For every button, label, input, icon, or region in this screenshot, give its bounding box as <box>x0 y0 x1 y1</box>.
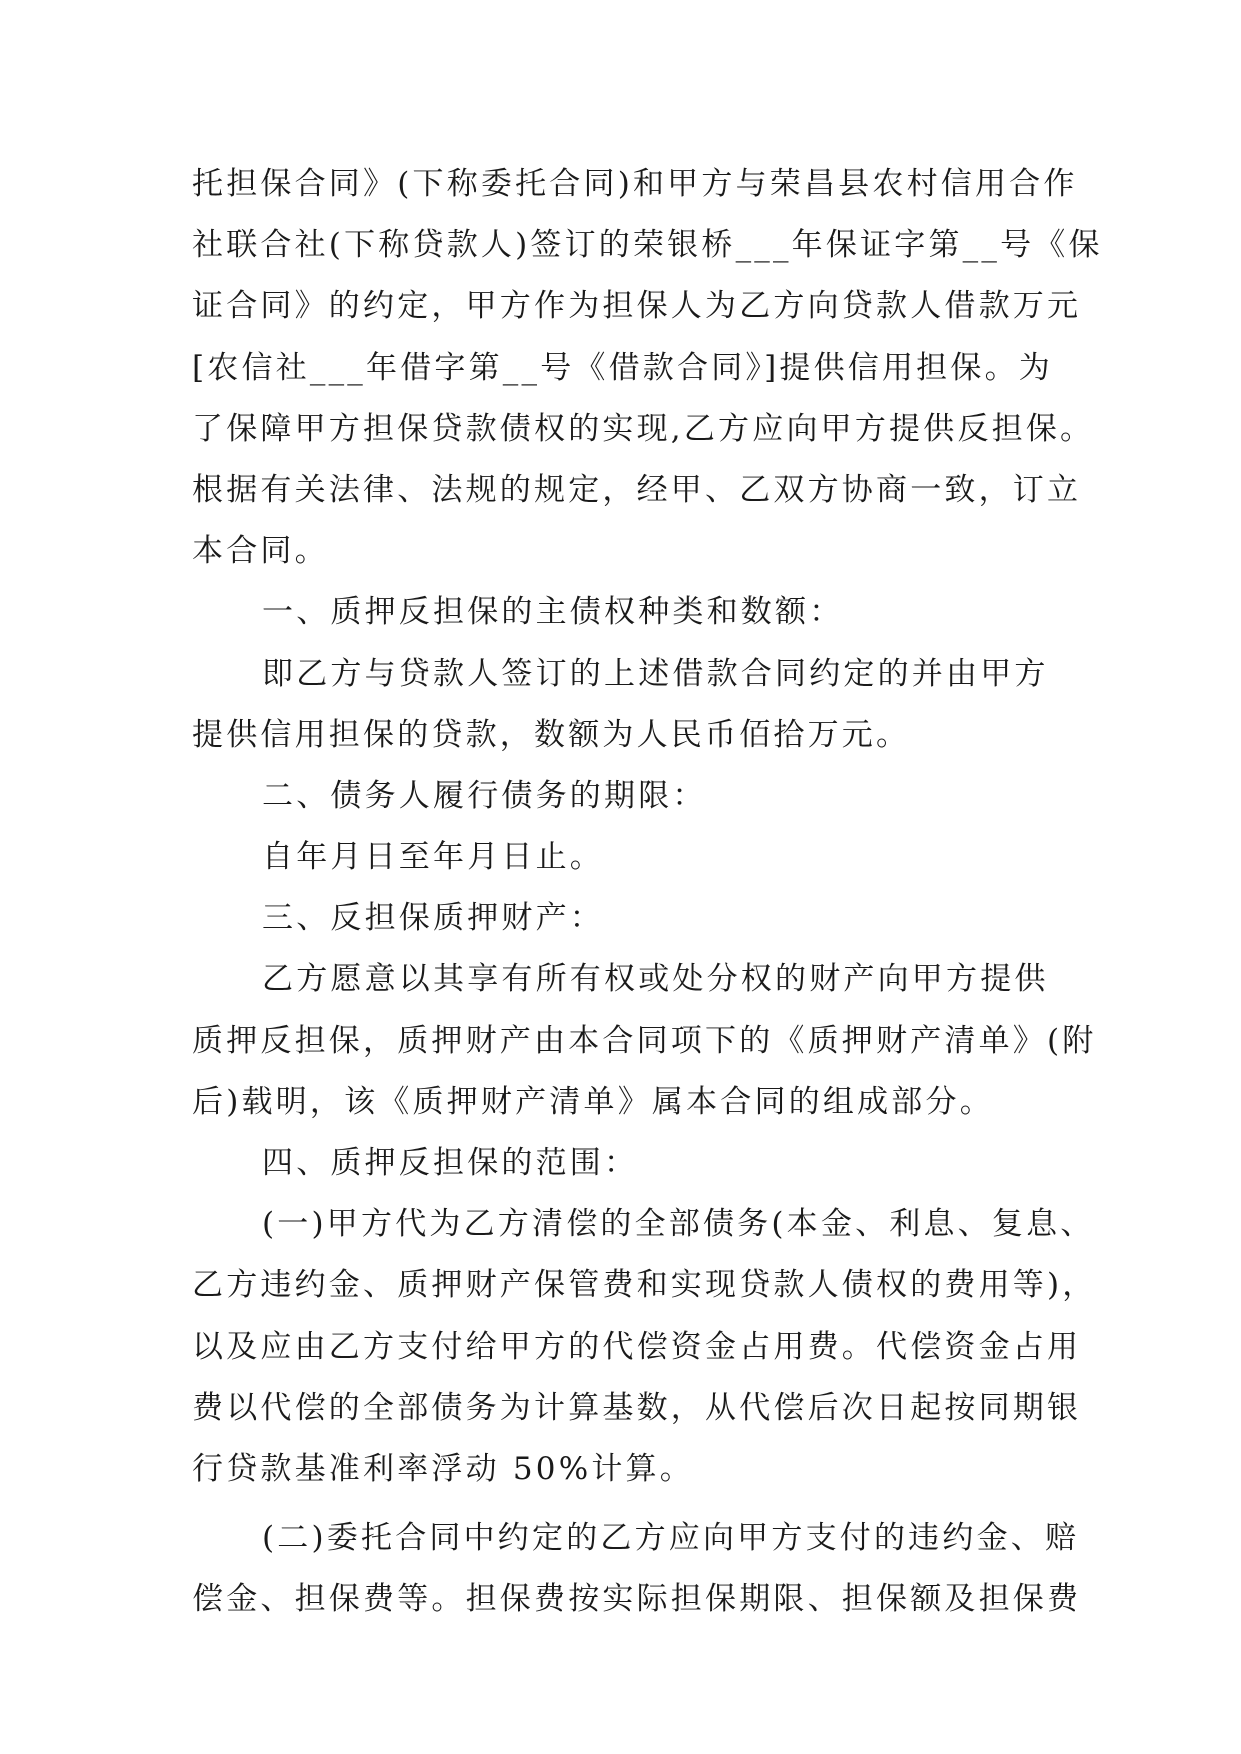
text-line: 根据有关法律、法规的规定，经甲、乙双方协商一致，订立 <box>192 471 1082 508</box>
text-line: 托担保合同》(下称委托合同)和甲方与荣昌县农村信用合作 <box>192 166 1078 202</box>
text-line: 本合同。 <box>192 533 329 570</box>
paragraph-gap <box>192 1500 1052 1508</box>
text-line: 社联合社(下称贷款人)签订的荣银桥___年保证字第__号《保 <box>192 227 1103 264</box>
text-line: 乙方愿意以其享有所有权或处分权的财产向甲方提供 <box>262 961 1049 998</box>
text-line: 即乙方与贷款人签订的上述借款合同约定的并由甲方 <box>262 655 1049 692</box>
text-line: 了保障甲方担保贷款债权的实现,乙方应向甲方提供反担保。 <box>192 410 1095 447</box>
section-heading-3: 三、反担保质押财产： <box>262 900 604 937</box>
text-line: 后)载明，该《质押财产清单》属本合同的组成部分。 <box>192 1083 994 1120</box>
text-line: 费以代偿的全部债务为计算基数，从代偿后次日起按同期银 <box>192 1389 1082 1426</box>
text-line: 偿金、担保费等。担保费按实际担保期限、担保额及担保费 <box>192 1581 1082 1618</box>
text-line: 质押反担保，质押财产由本合同项下的《质押财产清单》(附 <box>192 1022 1097 1059</box>
text-line: 自年月日至年月日止。 <box>262 839 604 876</box>
text-line: 行贷款基准利率浮动 50%计算。 <box>192 1450 694 1487</box>
text-line: (一)甲方代为乙方清偿的全部债务(本金、利息、复息、 <box>262 1206 1095 1243</box>
document-body <box>192 154 1103 1631</box>
text-line: 乙方违约金、质押财产保管费和实现贷款人债权的费用等)， <box>192 1267 1097 1304</box>
text-line: (二)委托合同中约定的乙方应向甲方支付的违约金、赔 <box>262 1520 1080 1557</box>
text-line: 以及应由乙方支付给甲方的代偿资金占用费。代偿资金占用 <box>192 1328 1082 1365</box>
text-line: [农信社___年借字第__号《借款合同》]提供信用担保。为 <box>192 349 1053 386</box>
section-heading-4: 四、质押反担保的范围： <box>262 1145 639 1181</box>
text-line: 提供信用担保的贷款，数额为人民币佰拾万元。 <box>192 716 911 753</box>
text-line: 证合同》的约定，甲方作为担保人为乙方向贷款人借款万元 <box>192 288 1082 325</box>
section-heading-1: 一、质押反担保的主债权种类和数额： <box>262 594 844 631</box>
section-heading-2: 二、债务人履行债务的期限： <box>262 777 707 814</box>
